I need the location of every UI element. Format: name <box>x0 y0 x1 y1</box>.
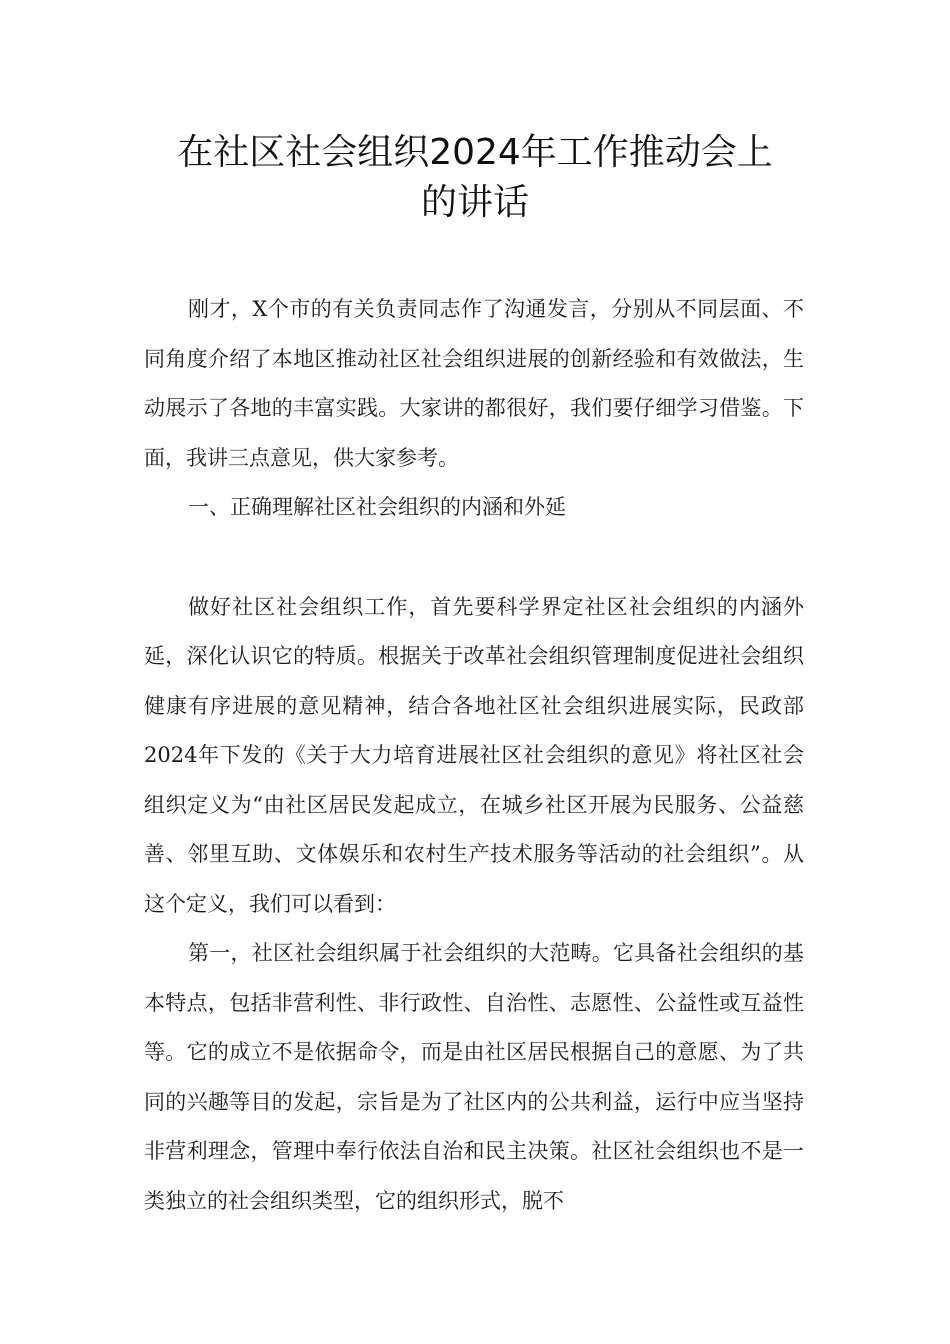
title-line-1: 在社区社会组织2024年工作推动会上 <box>177 132 773 173</box>
paragraph-intro: 刚才，X个市的有关负责同志作了沟通发言，分别从不同层面、不同角度介绍了本地区推动社区社会组织进展的创新经验和有效做法，生动展示了各地的丰富实践。大家讲的都很好，我们要仔细学习借鉴。下面，我讲三点意见，供大家参考。 <box>144 297 804 470</box>
title-line-2: 的讲话 <box>420 182 529 223</box>
section-heading-1: 一、正确理解社区社会组织的内涵和外延 <box>188 495 566 519</box>
paragraph-definition: 做好社区社会组织工作，首先要科学界定社区社会组织的内涵外延，深化认识它的特质。根据关于改革社会组织管理制度促进社会组织健康有序进展的意见精神，结合各地社区社会组织进展实际，民政部2024年下发的《关于大力培育进展社区社会组织的意见》将社区社会组织定义为“由社区居民发起成立，在城乡社区开展为民服务、公益慈善、邻里互助、文体娱乐和农村生产技术服务等活动的社会组织”。从这个定义，我们可以看到： <box>144 594 804 916</box>
document-body <box>144 285 804 1226</box>
paragraph-first-point: 第一，社区社会组织属于社会组织的大范畴。它具备社会组织的基本特点，包括非营利性、非行政性、自治性、志愿性、公益性或互益性等。它的成立不是依据命令，而是由社区居民根据自己的意愿、为了共同的兴趣等目的发起，宗旨是为了社区内的公共利益，运行中应当坚持非营利理念，管理中奉行依法自治和民主决策。社区社会组织也不是一类独立的社会组织类型，它的组织形式，脱不 <box>144 941 804 1213</box>
document-title <box>140 128 810 228</box>
